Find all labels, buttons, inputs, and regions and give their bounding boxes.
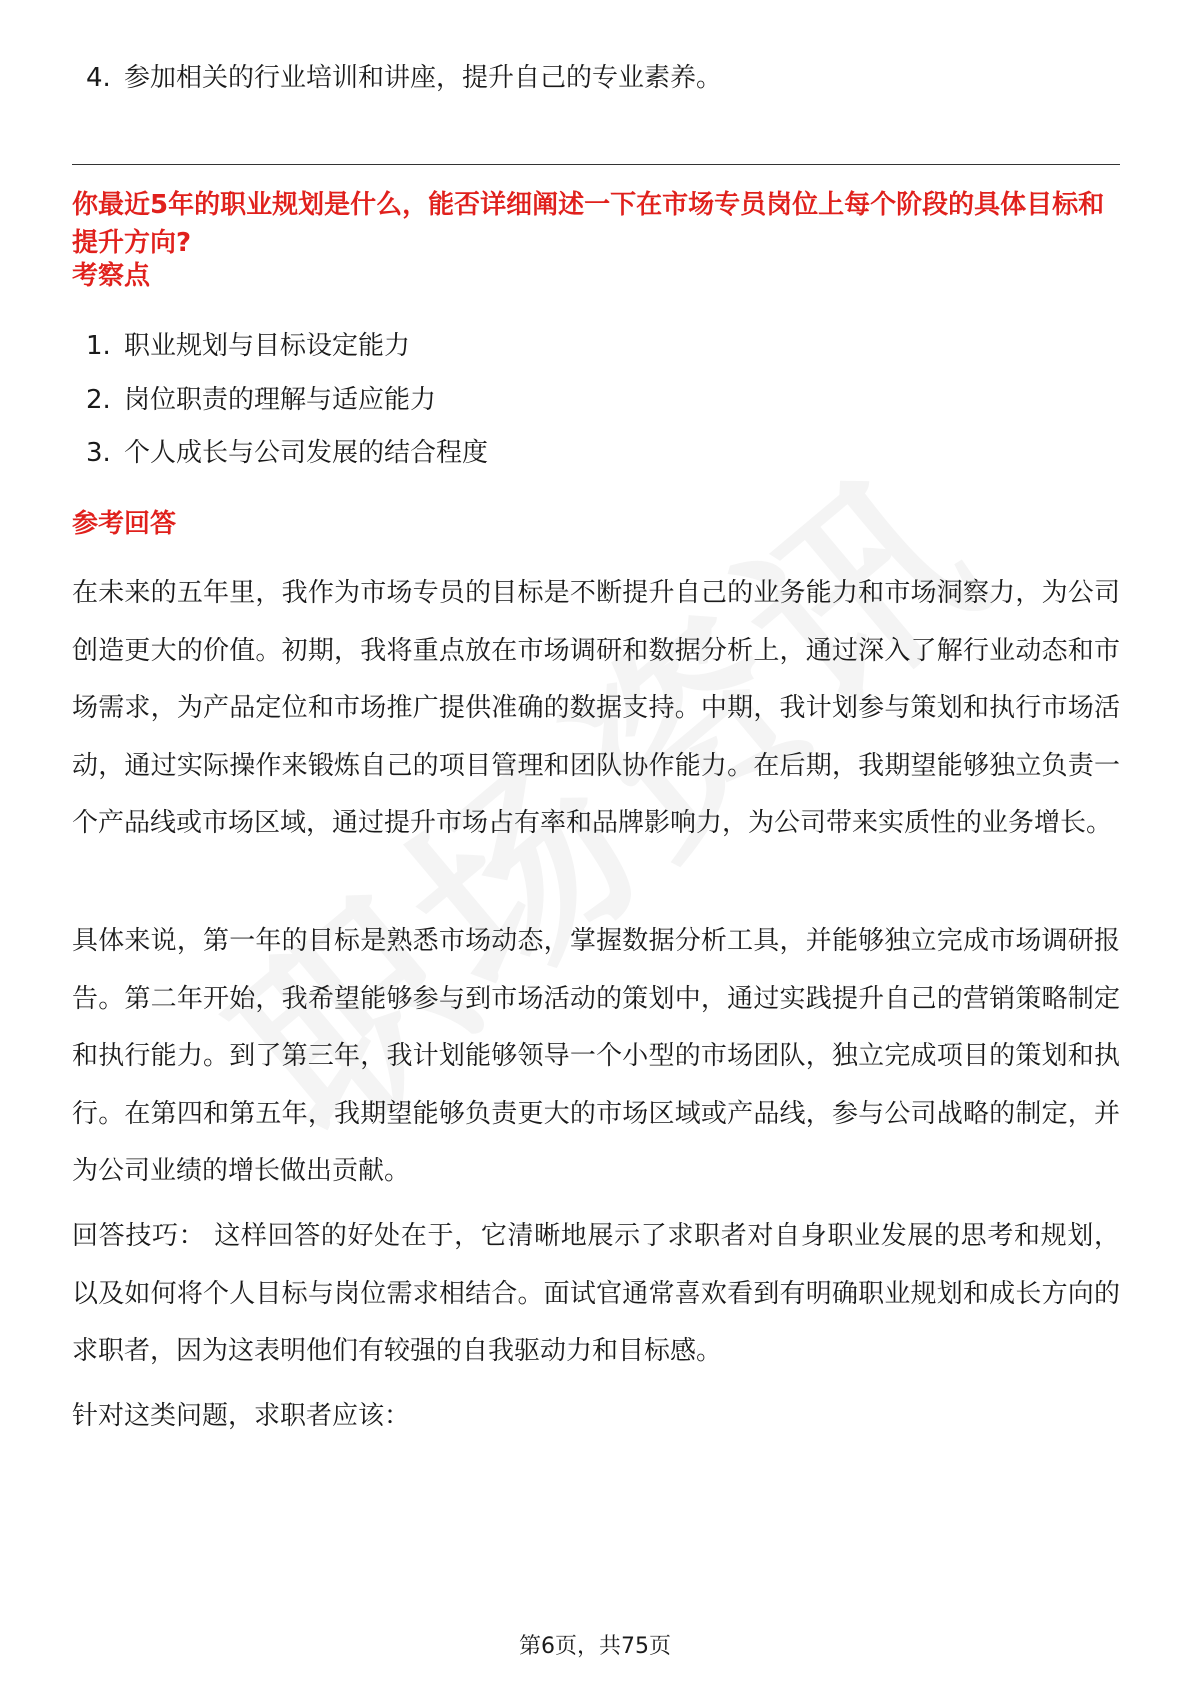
answer-paragraph: 在未来的五年里，我作为市场专员的目标是不断提升自己的业务能力和市场洞察力，为公司创造更大的价值。初期，我将重点放在市场调研和数据分析上，通过深入了解行业动态和市场需求，为产品定位和市场推广提供准确的数据支持。中期，我计划参与策划和执行市场活动，通过实际操作来锻炼自己的项目管理和团队协作能力。在后期，我期望能够独立负责一个产品线或市场区域，通过提升市场占有率和品牌影响力，为公司带来实质性的业务增长。 <box>72 578 1120 838</box>
assessment-item <box>86 435 488 471</box>
tips-paragraph: 回答技巧： 这样回答的好处在于，它清晰地展示了求职者对自身职业发展的思考和规划，以及如何将个人目标与岗位需求相结合。面试官通常喜欢看到有明确职业规划和成长方向的求职者，因为这表明他们有较强的自我驱动力和目标感。 <box>72 1221 1120 1366</box>
answer-paragraph: 针对这类问题，求职者应该： <box>72 1401 411 1431</box>
question-heading: 你最近5年的职业规划是什么，能否详细阐述一下在市场专员岗位上每个阶段的具体目标和提升方向? <box>72 190 1105 258</box>
page-number: 第6页，共75页 <box>519 1634 671 1659</box>
assessment-title: 考察点 <box>72 261 151 291</box>
list-item-text: 参加相关的行业培训和讲座，提升自己的专业素养。 <box>124 63 723 93</box>
assessment-item <box>86 382 436 418</box>
list-item-number: 1. <box>86 331 111 361</box>
list-item-text: 职业规划与目标设定能力 <box>124 331 411 361</box>
answer-paragraph: 具体来说，第一年的目标是熟悉市场动态，掌握数据分析工具，并能够独立完成市场调研报告。第二年开始，我希望能够参与到市场活动的策划中，通过实践提升自己的营销策略制定和执行能力。到了第三年，我计划能够领导一个小型的市场团队，独立完成项目的策划和执行。在第四和第五年，我期望能够负责更大的市场区域或产品线，参与公司战略的制定，并为公司业绩的增长做出贡献。 <box>72 926 1120 1186</box>
list-item-number: 4. <box>86 63 111 93</box>
list-item-text: 个人成长与公司发展的结合程度 <box>124 438 489 468</box>
section-divider <box>72 164 1120 165</box>
list-item-number: 3. <box>86 438 111 468</box>
assessment-item <box>86 328 410 364</box>
list-item-text: 岗位职责的理解与适应能力 <box>124 385 437 415</box>
list-item <box>86 60 722 96</box>
list-item-number: 2. <box>86 385 111 415</box>
reference-answer-title: 参考回答 <box>72 509 177 539</box>
